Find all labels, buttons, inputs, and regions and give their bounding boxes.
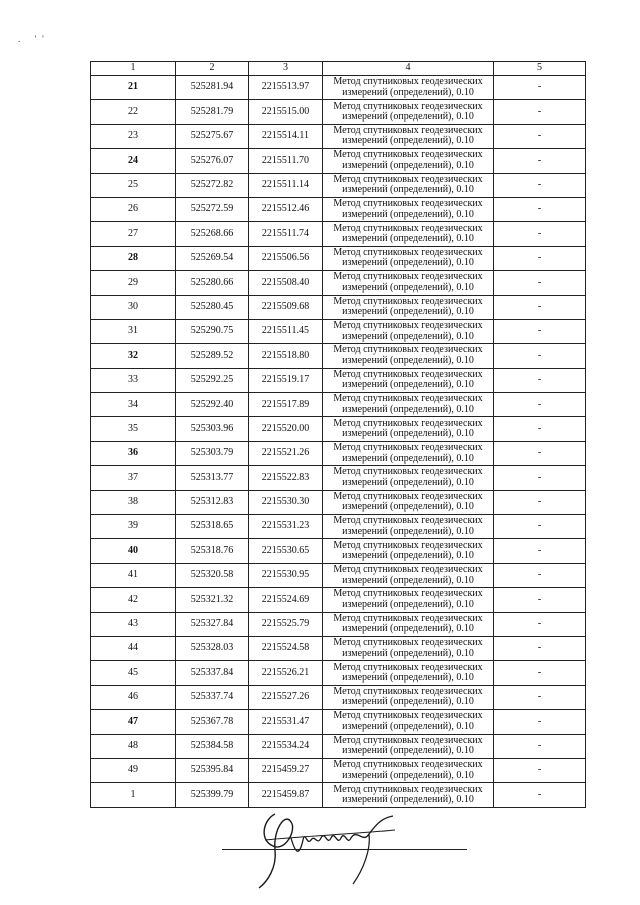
method-line-1: Метод спутниковых геодезических: [333, 612, 483, 624]
point-number-cell: 34: [91, 393, 176, 417]
note-cell: -: [494, 612, 586, 636]
table-row: [91, 685, 586, 709]
method-line-1: Метод спутниковых геодезических: [333, 442, 483, 454]
point-number-cell: 32: [91, 344, 176, 368]
table-row: [91, 710, 586, 734]
method-line-1: Метод спутниковых геодезических: [333, 759, 483, 771]
x-coordinate-cell: 525280.66: [176, 271, 249, 295]
method-line-1: Метод спутниковых геодезических: [333, 588, 483, 600]
method-line-2: измерений (определений), 0.10: [342, 794, 474, 806]
method-cell: [323, 197, 494, 221]
method-line-1: Метод спутниковых геодезических: [333, 271, 483, 283]
method-line-2: измерений (определений), 0.10: [342, 379, 474, 391]
y-coordinate-cell: 2215512.46: [249, 197, 323, 221]
table-row: [91, 344, 586, 368]
y-coordinate-cell: 2215511.45: [249, 319, 323, 343]
y-coordinate-cell: 2215508.40: [249, 271, 323, 295]
method-cell: [323, 636, 494, 660]
method-line-2: измерений (определений), 0.10: [342, 257, 474, 269]
y-coordinate-cell: 2215517.89: [249, 393, 323, 417]
x-coordinate-cell: 525269.54: [176, 246, 249, 270]
method-line-2: измерений (определений), 0.10: [342, 281, 474, 293]
method-line-1: Метод спутниковых геодезических: [333, 295, 483, 307]
method-line-2: измерений (определений), 0.10: [342, 354, 474, 366]
method-line-1: Метод спутниковых геодезических: [333, 393, 483, 405]
method-line-2: измерений (определений), 0.10: [342, 501, 474, 513]
note-cell: -: [494, 466, 586, 490]
method-cell: [323, 685, 494, 709]
x-coordinate-cell: 525337.74: [176, 685, 249, 709]
method-cell: [323, 100, 494, 124]
method-cell: [323, 271, 494, 295]
note-cell: -: [494, 271, 586, 295]
method-cell: [323, 173, 494, 197]
y-coordinate-cell: 2215530.65: [249, 539, 323, 563]
method-line-1: Метод спутниковых геодезических: [333, 515, 483, 527]
table-row: [91, 661, 586, 685]
note-cell: -: [494, 563, 586, 587]
method-line-2: измерений (определений), 0.10: [342, 476, 474, 488]
point-number-cell: 25: [91, 173, 176, 197]
method-line-2: измерений (определений), 0.10: [342, 111, 474, 123]
point-number-cell: 29: [91, 271, 176, 295]
x-coordinate-cell: 525292.25: [176, 368, 249, 392]
method-line-2: измерений (определений), 0.10: [342, 330, 474, 342]
table-row: [91, 271, 586, 295]
method-line-1: Метод спутниковых геодезических: [333, 710, 483, 722]
method-line-1: Метод спутниковых геодезических: [333, 539, 483, 551]
note-cell: -: [494, 173, 586, 197]
table-row: [91, 173, 586, 197]
point-number-cell: 46: [91, 685, 176, 709]
note-cell: -: [494, 222, 586, 246]
method-line-1: Метод спутниковых геодезических: [333, 149, 483, 161]
x-coordinate-cell: 525281.94: [176, 76, 249, 100]
note-cell: -: [494, 344, 586, 368]
x-coordinate-cell: 525328.03: [176, 636, 249, 660]
point-number-cell: 40: [91, 539, 176, 563]
method-line-1: Метод спутниковых геодезических: [333, 490, 483, 502]
note-cell: -: [494, 124, 586, 148]
table-row: [91, 368, 586, 392]
x-coordinate-cell: 525399.79: [176, 783, 249, 807]
x-coordinate-cell: 525384.58: [176, 734, 249, 758]
method-cell: [323, 588, 494, 612]
y-coordinate-cell: 2215526.21: [249, 661, 323, 685]
method-line-1: Метод спутниковых геодезических: [333, 417, 483, 429]
table-row: [91, 100, 586, 124]
point-number-cell: 24: [91, 149, 176, 173]
method-line-1: Метод спутниковых геодезических: [333, 100, 483, 112]
y-coordinate-cell: 2215459.87: [249, 783, 323, 807]
table-row: [91, 441, 586, 465]
point-number-cell: 1: [91, 783, 176, 807]
x-coordinate-cell: 525337.84: [176, 661, 249, 685]
method-line-2: измерений (определений), 0.10: [342, 598, 474, 610]
y-coordinate-cell: 2215511.74: [249, 222, 323, 246]
method-line-2: измерений (определений), 0.10: [342, 233, 474, 245]
method-line-2: измерений (определений), 0.10: [342, 672, 474, 684]
method-line-2: измерений (определений), 0.10: [342, 745, 474, 757]
method-line-2: измерений (определений), 0.10: [342, 428, 474, 440]
x-coordinate-cell: 525275.67: [176, 124, 249, 148]
x-coordinate-cell: 525280.45: [176, 295, 249, 319]
point-number-cell: 39: [91, 515, 176, 539]
method-cell: [323, 124, 494, 148]
table-row: [91, 319, 586, 343]
method-cell: [323, 76, 494, 100]
header-cell-1: 1: [91, 62, 176, 76]
point-number-cell: 43: [91, 612, 176, 636]
y-coordinate-cell: 2215522.83: [249, 466, 323, 490]
method-line-1: Метод спутниковых геодезических: [333, 76, 483, 88]
note-cell: -: [494, 490, 586, 514]
method-cell: [323, 710, 494, 734]
method-cell: [323, 758, 494, 782]
scan-specks: . '': [18, 34, 50, 44]
x-coordinate-cell: 525367.78: [176, 710, 249, 734]
table-row: [91, 636, 586, 660]
point-number-cell: 44: [91, 636, 176, 660]
point-number-cell: 38: [91, 490, 176, 514]
signature-icon: [245, 800, 415, 890]
table-row: [91, 149, 586, 173]
note-cell: -: [494, 685, 586, 709]
table-row: [91, 734, 586, 758]
point-number-cell: 49: [91, 758, 176, 782]
note-cell: -: [494, 149, 586, 173]
method-cell: [323, 539, 494, 563]
method-line-1: Метод спутниковых геодезических: [333, 246, 483, 258]
x-coordinate-cell: 525313.77: [176, 466, 249, 490]
y-coordinate-cell: 2215524.58: [249, 636, 323, 660]
method-line-1: Метод спутниковых геодезических: [333, 368, 483, 380]
y-coordinate-cell: 2215525.79: [249, 612, 323, 636]
y-coordinate-cell: 2215514.11: [249, 124, 323, 148]
table-row: [91, 417, 586, 441]
header-cell-5: 5: [494, 62, 586, 76]
method-cell: [323, 246, 494, 270]
method-cell: [323, 661, 494, 685]
note-cell: -: [494, 783, 586, 807]
x-coordinate-cell: 525268.66: [176, 222, 249, 246]
method-line-2: измерений (определений), 0.10: [342, 769, 474, 781]
method-line-1: Метод спутниковых геодезических: [333, 124, 483, 136]
method-cell: [323, 295, 494, 319]
note-cell: -: [494, 246, 586, 270]
method-cell: [323, 149, 494, 173]
method-line-2: измерений (определений), 0.10: [342, 208, 474, 220]
y-coordinate-cell: 2215521.26: [249, 441, 323, 465]
note-cell: -: [494, 368, 586, 392]
note-cell: -: [494, 393, 586, 417]
method-line-2: измерений (определений), 0.10: [342, 550, 474, 562]
y-coordinate-cell: 2215459.27: [249, 758, 323, 782]
method-cell: [323, 441, 494, 465]
point-number-cell: 35: [91, 417, 176, 441]
point-number-cell: 33: [91, 368, 176, 392]
method-cell: [323, 466, 494, 490]
method-line-1: Метод спутниковых геодезических: [333, 466, 483, 478]
table-row: [91, 222, 586, 246]
x-coordinate-cell: 525320.58: [176, 563, 249, 587]
header-cell-2: 2: [176, 62, 249, 76]
x-coordinate-cell: 525303.79: [176, 441, 249, 465]
x-coordinate-cell: 525292.40: [176, 393, 249, 417]
method-line-2: измерений (определений), 0.10: [342, 86, 474, 98]
method-line-2: измерений (определений), 0.10: [342, 159, 474, 171]
note-cell: -: [494, 441, 586, 465]
y-coordinate-cell: 2215511.14: [249, 173, 323, 197]
point-number-cell: 41: [91, 563, 176, 587]
point-number-cell: 27: [91, 222, 176, 246]
x-coordinate-cell: 525312.83: [176, 490, 249, 514]
table-row: [91, 124, 586, 148]
x-coordinate-cell: 525327.84: [176, 612, 249, 636]
method-line-1: Метод спутниковых геодезических: [333, 685, 483, 697]
point-number-cell: 36: [91, 441, 176, 465]
point-number-cell: 37: [91, 466, 176, 490]
point-number-cell: 30: [91, 295, 176, 319]
method-line-1: Метод спутниковых геодезических: [333, 637, 483, 649]
method-cell: [323, 417, 494, 441]
note-cell: -: [494, 76, 586, 100]
note-cell: -: [494, 100, 586, 124]
method-line-2: измерений (определений), 0.10: [342, 135, 474, 147]
method-line-1: Метод спутниковых геодезических: [333, 320, 483, 332]
method-line-1: Метод спутниковых геодезических: [333, 661, 483, 673]
y-coordinate-cell: 2215531.47: [249, 710, 323, 734]
table-row: [91, 563, 586, 587]
method-line-2: измерений (определений), 0.10: [342, 306, 474, 318]
method-line-2: измерений (определений), 0.10: [342, 452, 474, 464]
y-coordinate-cell: 2215513.97: [249, 76, 323, 100]
y-coordinate-cell: 2215524.69: [249, 588, 323, 612]
method-cell: [323, 319, 494, 343]
table-row: [91, 588, 586, 612]
x-coordinate-cell: 525395.84: [176, 758, 249, 782]
note-cell: -: [494, 588, 586, 612]
header-cell-3: 3: [249, 62, 323, 76]
y-coordinate-cell: 2215520.00: [249, 417, 323, 441]
y-coordinate-cell: 2215531.23: [249, 515, 323, 539]
note-cell: -: [494, 417, 586, 441]
x-coordinate-cell: 525289.52: [176, 344, 249, 368]
table-row: [91, 490, 586, 514]
y-coordinate-cell: 2215518.80: [249, 344, 323, 368]
y-coordinate-cell: 2215509.68: [249, 295, 323, 319]
table-row: [91, 76, 586, 100]
y-coordinate-cell: 2215515.00: [249, 100, 323, 124]
header-cell-4: 4: [323, 62, 494, 76]
y-coordinate-cell: 2215527.26: [249, 685, 323, 709]
note-cell: -: [494, 515, 586, 539]
method-line-1: Метод спутниковых геодезических: [333, 344, 483, 356]
point-number-cell: 45: [91, 661, 176, 685]
table-row: [91, 515, 586, 539]
note-cell: -: [494, 636, 586, 660]
method-cell: [323, 563, 494, 587]
method-line-2: измерений (определений), 0.10: [342, 525, 474, 537]
point-number-cell: 26: [91, 197, 176, 221]
y-coordinate-cell: 2215511.70: [249, 149, 323, 173]
method-line-2: измерений (определений), 0.10: [342, 184, 474, 196]
table-row: [91, 758, 586, 782]
header-row: [91, 62, 586, 76]
table-row: [91, 246, 586, 270]
method-line-1: Метод спутниковых геодезических: [333, 734, 483, 746]
x-coordinate-cell: 525272.82: [176, 173, 249, 197]
note-cell: -: [494, 295, 586, 319]
method-line-2: измерений (определений), 0.10: [342, 623, 474, 635]
method-cell: [323, 393, 494, 417]
method-line-1: Метод спутниковых геодезических: [333, 173, 483, 185]
method-cell: [323, 490, 494, 514]
method-line-1: Метод спутниковых геодезических: [333, 783, 483, 795]
method-cell: [323, 515, 494, 539]
x-coordinate-cell: 525303.96: [176, 417, 249, 441]
note-cell: -: [494, 758, 586, 782]
method-line-1: Метод спутниковых геодезических: [333, 198, 483, 210]
x-coordinate-cell: 525318.76: [176, 539, 249, 563]
point-number-cell: 21: [91, 76, 176, 100]
method-cell: [323, 612, 494, 636]
y-coordinate-cell: 2215530.95: [249, 563, 323, 587]
method-line-1: Метод спутниковых геодезических: [333, 564, 483, 575]
method-cell: [323, 222, 494, 246]
table-row: [91, 539, 586, 563]
note-cell: -: [494, 319, 586, 343]
point-number-cell: 48: [91, 734, 176, 758]
method-line-2: измерений (определений), 0.10: [342, 647, 474, 659]
point-number-cell: 31: [91, 319, 176, 343]
method-line-1: Метод спутниковых геодезических: [333, 222, 483, 234]
note-cell: -: [494, 539, 586, 563]
x-coordinate-cell: 525318.65: [176, 515, 249, 539]
method-cell: [323, 734, 494, 758]
note-cell: -: [494, 661, 586, 685]
point-number-cell: 22: [91, 100, 176, 124]
table-row: [91, 466, 586, 490]
method-line-2: измерений (определений), 0.10: [342, 696, 474, 708]
y-coordinate-cell: 2215534.24: [249, 734, 323, 758]
method-cell: [323, 344, 494, 368]
table-row: [91, 393, 586, 417]
method-line-2: измерений (определений), 0.10: [342, 574, 474, 586]
table-row: [91, 612, 586, 636]
coordinates-table-body: [91, 62, 586, 808]
point-number-cell: 23: [91, 124, 176, 148]
y-coordinate-cell: 2215530.30: [249, 490, 323, 514]
x-coordinate-cell: 525290.75: [176, 319, 249, 343]
coordinates-table: [90, 61, 586, 808]
note-cell: -: [494, 197, 586, 221]
x-coordinate-cell: 525321.32: [176, 588, 249, 612]
method-line-2: измерений (определений), 0.10: [342, 720, 474, 732]
x-coordinate-cell: 525272.59: [176, 197, 249, 221]
x-coordinate-cell: 525281.79: [176, 100, 249, 124]
y-coordinate-cell: 2215519.17: [249, 368, 323, 392]
point-number-cell: 42: [91, 588, 176, 612]
point-number-cell: 47: [91, 710, 176, 734]
note-cell: -: [494, 710, 586, 734]
x-coordinate-cell: 525276.07: [176, 149, 249, 173]
table-row: [91, 295, 586, 319]
method-cell: [323, 368, 494, 392]
y-coordinate-cell: 2215506.56: [249, 246, 323, 270]
table-row: [91, 197, 586, 221]
point-number-cell: 28: [91, 246, 176, 270]
method-line-2: измерений (определений), 0.10: [342, 403, 474, 415]
note-cell: -: [494, 734, 586, 758]
